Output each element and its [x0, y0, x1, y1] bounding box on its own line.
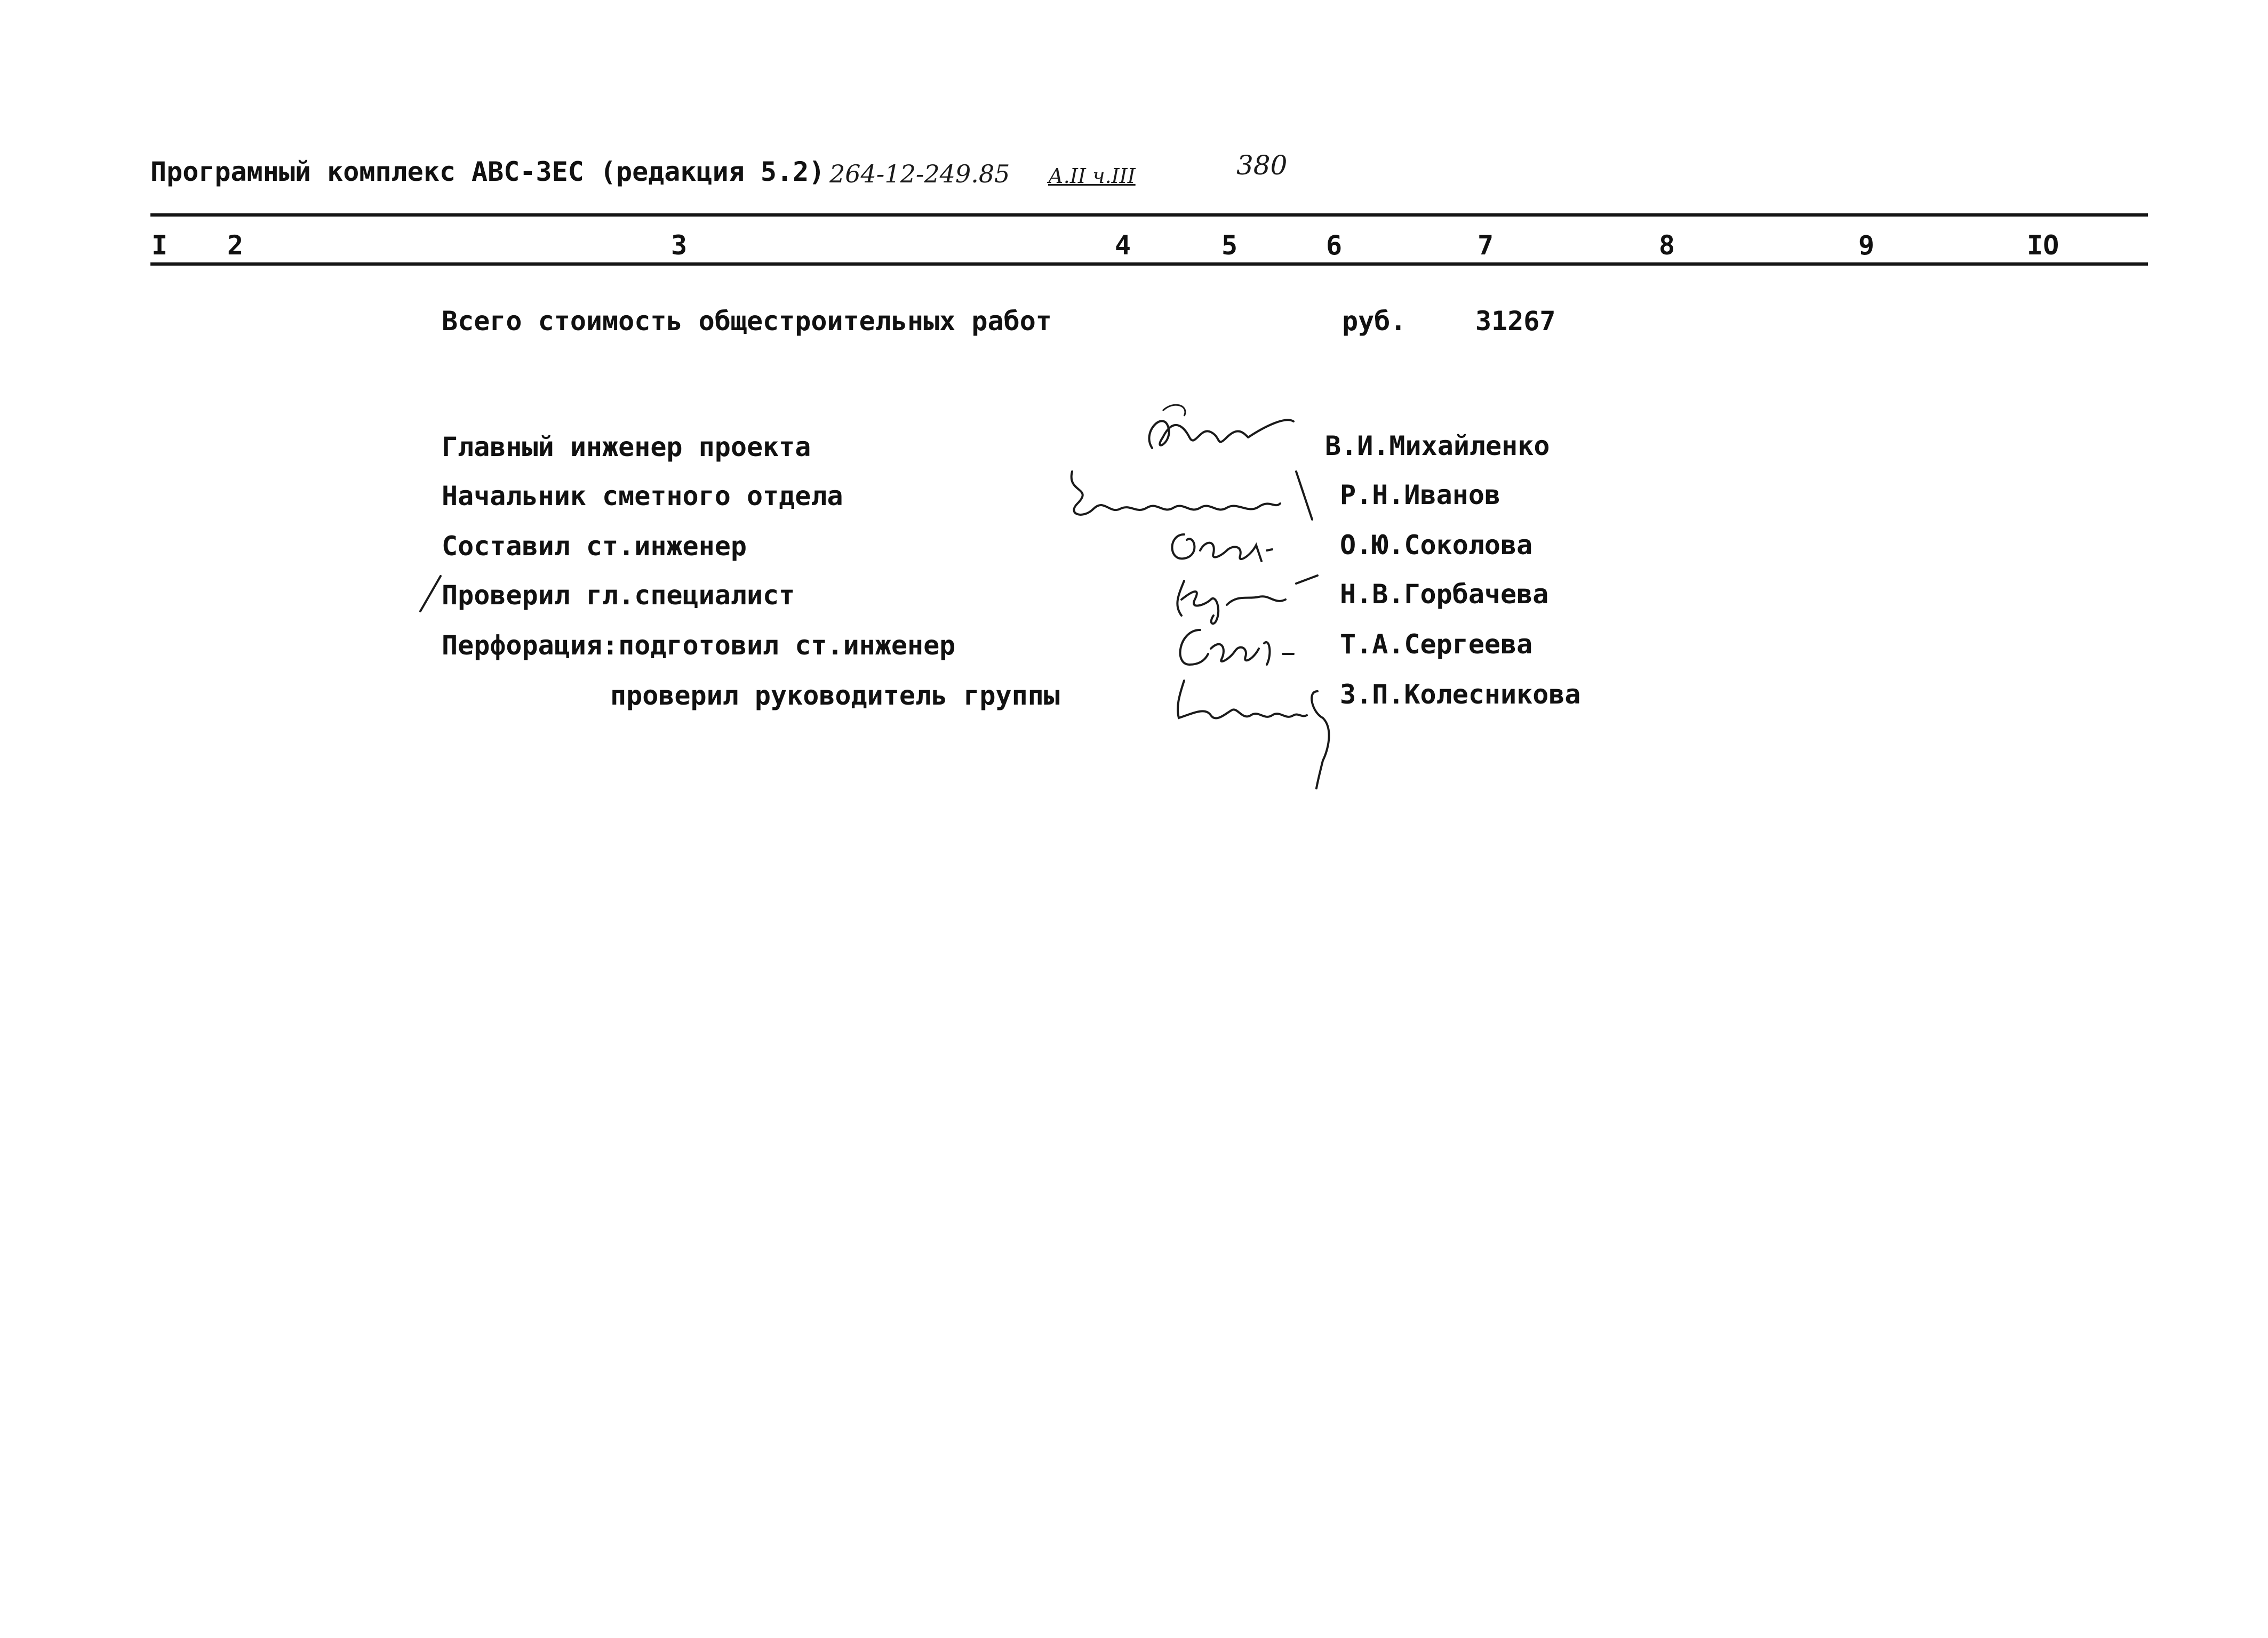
signature-name: Р.Н.Иванов [1340, 480, 1501, 510]
check-mark [417, 574, 444, 613]
handwritten-signature [1163, 670, 1344, 793]
signature-role: Перфорация:подготовил ст.инженер [442, 630, 956, 661]
column-number-3: 3 [671, 230, 688, 261]
column-number-6: 6 [1326, 230, 1343, 261]
signature-role: Главный инженер проекта [442, 432, 811, 462]
handwritten-reference: 264-12-249.85 [829, 159, 1010, 188]
column-number-2: 2 [227, 230, 244, 261]
signature-name: В.И.Михайленко [1325, 430, 1550, 461]
handwritten-part: А.II ч.III [1048, 164, 1136, 188]
column-number-7: 7 [1478, 230, 1494, 261]
page-number: 380 [1236, 150, 1288, 181]
signature-role: Начальник сметного отдела [442, 481, 843, 512]
signature-name: Т.А.Сергеева [1340, 629, 1533, 660]
column-number-4: 4 [1115, 230, 1131, 261]
handwritten-signature [1131, 395, 1301, 464]
signature-role: Составил ст.инженер [442, 531, 747, 562]
column-number-5: 5 [1221, 230, 1238, 261]
total-unit: руб. [1342, 306, 1407, 337]
signature-name: О.Ю.Соколова [1340, 530, 1533, 561]
total-value: 31267 [1475, 306, 1556, 337]
signature-name: Н.В.Горбачева [1340, 579, 1549, 610]
signature-name: З.П.Колесникова [1340, 679, 1581, 710]
program-title: Програмный комплекс АВС-ЗЕС (редакция 5.2) [150, 156, 825, 187]
signature-role: Проверил гл.специалист [442, 580, 795, 611]
column-number-8: 8 [1659, 230, 1675, 261]
column-number-9: 9 [1858, 230, 1875, 261]
table-header-bottom-rule [150, 262, 2148, 266]
signature-role: проверил руководитель группы [610, 680, 1060, 711]
table-top-rule [150, 213, 2148, 217]
total-label: Всего стоимость общестроительных работ [442, 306, 1052, 337]
column-number-10: IO [2027, 230, 2059, 261]
handwritten-signature [1163, 524, 1291, 572]
column-number-1: I [151, 230, 168, 261]
